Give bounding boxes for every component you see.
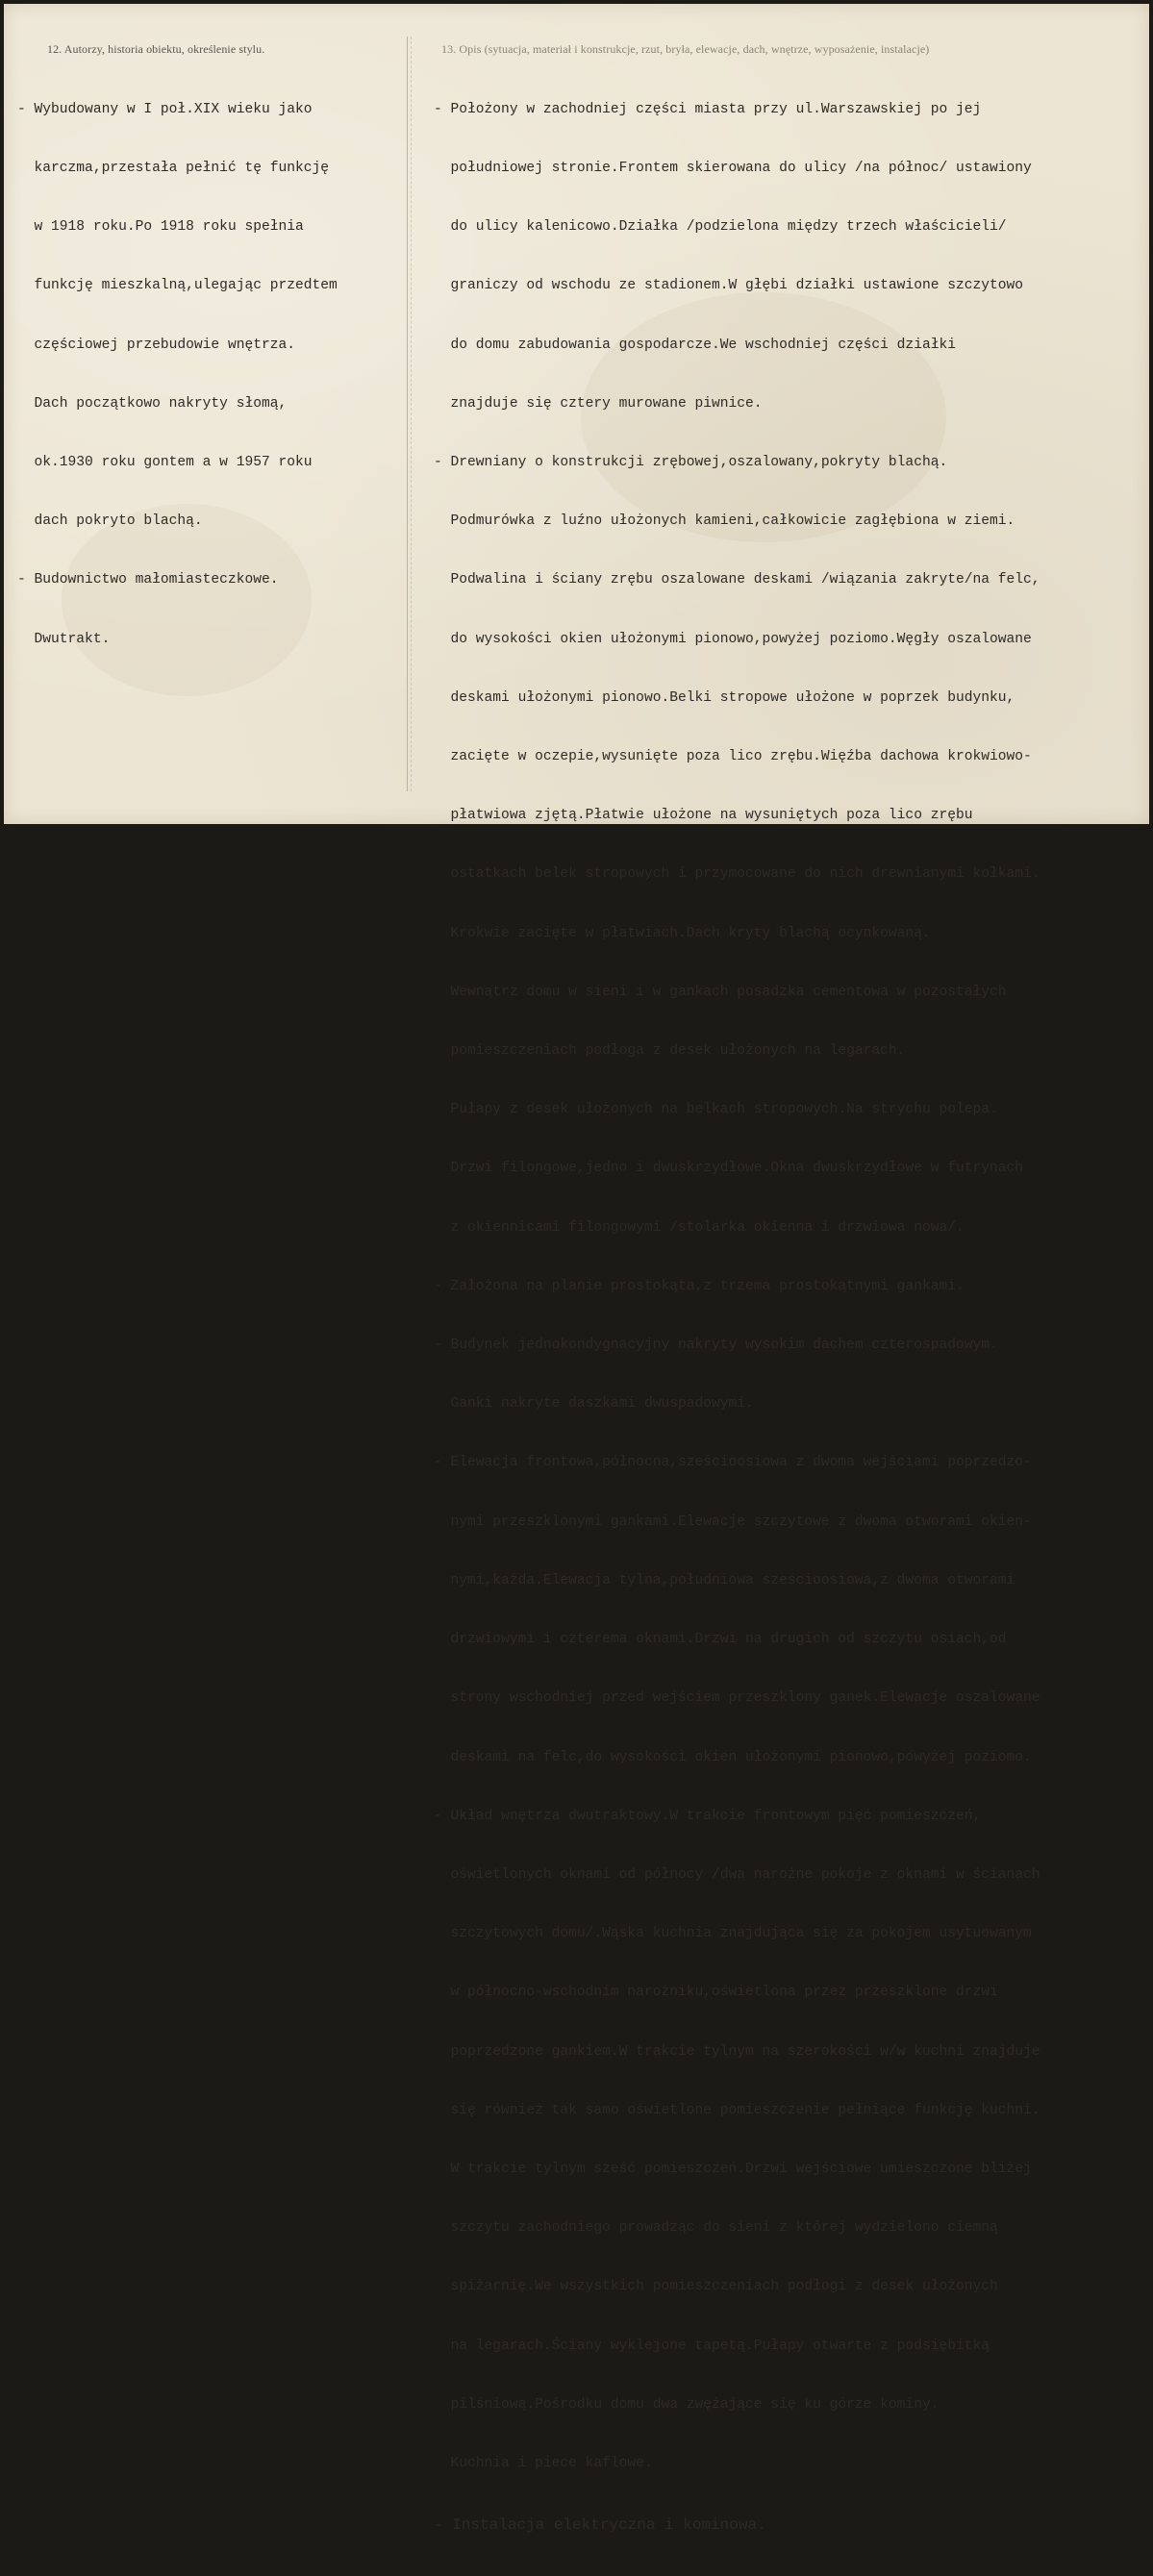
- text-line: dach pokryto blachą.: [17, 513, 203, 530]
- text-line: deskami na felc,do wysokości okien ułożonymi pionowo,powyżej poziomo.: [434, 1749, 1032, 1765]
- text-line: Dach początkowo nakryty słomą,: [17, 395, 288, 412]
- left-column-heading: 12. Autorzy, historia obiektu, określenie stylu.: [47, 42, 265, 56]
- text-line: szczytowych domu/.Wąska kuchnia znajdująca się za pokojem usytuowanym: [434, 1926, 1032, 1942]
- text-line: nymi,każda.Elewacja tylna,południowa sześcioosiowa,z dwoma otworami: [434, 1572, 1015, 1588]
- right-column-text: [434, 61, 1040, 2576]
- text-line: drzwiowymi i czterema oknami.Drzwi na drugich od szczytu osiach,od: [434, 1632, 1007, 1648]
- left-column-text: [17, 61, 338, 688]
- text-line: Ganki nakryte daszkami dwuspadowymi.: [434, 1396, 754, 1413]
- text-line: - Drewniany o konstrukcji zrębowej,oszalowany,pokryty blachą.: [434, 455, 948, 471]
- column-divider: [407, 37, 408, 791]
- text-line: pomieszczeniach podłoga z desek ułożonych na legarach.: [434, 1043, 906, 1060]
- text-line: nymi przeszklonymi gankami.Elewacje szczytowe z dwoma otworami okien-: [434, 1513, 1032, 1530]
- text-line: - Budownictwo małomiasteczkowe.: [17, 572, 279, 588]
- text-line: ok.1930 roku gontem a w 1957 roku: [17, 455, 313, 471]
- text-line: szczytu zachodniego prowadząc do sieni z której wydzielono ciemną: [434, 2220, 998, 2237]
- text-line: południowej stronie.Frontem skierowana do ulicy /na północ/ ustawiony: [434, 161, 1032, 177]
- text-line: do domu zabudowania gospodarcze.We wschodniej części działki: [434, 337, 956, 353]
- text-line: z okiennicami filongowymi /stolarka okienna i drzwiowa nowa/.: [434, 1219, 965, 1236]
- text-line: - Budynek jednokondygnacyjny nakryty wysokim dachem czterospadowym.: [434, 1338, 998, 1354]
- text-line: Dwutrakt.: [17, 631, 111, 647]
- text-line: Pułapy z desek ułożonych na belkach stropowych.Na strychu polepa.: [434, 1102, 998, 1118]
- text-line: poprzedzone gankiem.W trakcie tylnym na szerokości w/w kuchni znajduje: [434, 2043, 1040, 2060]
- text-line: strony wschodniej przed wejściem przeszklony ganek.Elewacje oszalowane: [434, 1690, 1040, 1707]
- text-line: pilśniową.Pośrodku domu dwa zwężające się ku górze kominy.: [434, 2396, 940, 2413]
- text-line: zacięte w oczepie,wysunięte poza lico zrębu.Więźba dachowa krokwiowo-: [434, 749, 1032, 765]
- text-line: - Wybudowany w I poł.XIX wieku jako: [17, 101, 313, 117]
- text-line: Wewnątrz domu w sieni i w gankach posadzka cementowa w pozostałych: [434, 984, 1007, 1000]
- text-line: spiżarnię.We wszystkich pomieszczeniach podłogi z desek ułożonych: [434, 2279, 998, 2295]
- text-line: ostatkach belek stropowych i przymocowane do nich drewnianymi kołkami.: [434, 866, 1040, 883]
- text-line: Drzwi filongowe,jedno i dwuskrzydłowe.Okna dwuskrzydłowe w futrynach: [434, 1161, 1024, 1177]
- final-line: - Instalacja elektryczna i kominowa.: [434, 2516, 766, 2535]
- text-line: funkcję mieszkalną,ulegając przedtem: [17, 278, 338, 294]
- text-line: do ulicy kalenicowo.Działka /podzielona między trzech właścicieli/: [434, 219, 1007, 236]
- text-line: znajduje się cztery murowane piwnice.: [434, 395, 763, 412]
- text-line: częściowej przebudowie wnętrza.: [17, 337, 296, 353]
- right-column-heading: 13. Opis (sytuacja, materiał i konstrukcje, rzut, bryła, elewacje, dach, wnętrze, wyposażenie, instalacje): [441, 42, 930, 56]
- text-line: W trakcie tylnym sześć pomieszczeń.Drzwi wejściowe umieszczone bliżej: [434, 2161, 1032, 2177]
- text-line: na legarach.Ściany wyklejone tapetą.Pułapy otwarte z podsiębitką: [434, 2338, 990, 2354]
- text-line: Krokwie zacięte w płatwiach.Dach kryty blachą ocynkowaną.: [434, 925, 931, 941]
- text-line: - Położony w zachodniej części miasta przy ul.Warszawskiej po jej: [434, 101, 982, 117]
- text-line: - Założona na planie prostokąta,z trzema prostokątnymi gankami.: [434, 1278, 965, 1294]
- text-line: w północno-wschodnim narożniku,oświetlona przez przeszklone drzwi: [434, 1985, 998, 2001]
- text-line: się również tak samo oświetlone pomieszczenie pełniące funkcję kuchni.: [434, 2102, 1040, 2118]
- text-line: do wysokości okien ułożonymi pionowo,powyżej poziomo.Węgły oszalowane: [434, 631, 1032, 647]
- text-line: karczma,przestała pełnić tę funkcję: [17, 161, 330, 177]
- text-line: Kuchnia i piece kaflowe.: [434, 2455, 653, 2471]
- column-divider-shadow: [411, 37, 412, 791]
- text-line: oświetlonych oknami od północy /dwa narożne pokoje z oknami w ścianach: [434, 1866, 1040, 1883]
- text-line: - Elewacja frontowa,północna,sześcioosiowa z dwoma wejściami poprzedzo-: [434, 1455, 1032, 1471]
- text-line: Podmurówka z luźno ułożonych kamieni,całkowicie zagłębiona w ziemi.: [434, 513, 1015, 530]
- text-line: graniczy od wschodu ze stadionem.W głębi działki ustawione szczytowo: [434, 278, 1024, 294]
- text-line: płatwiowa zjętą.Płatwie ułożone na wysuniętych poza lico zrębu: [434, 808, 973, 824]
- text-line: - Układ wnętrza dwutraktowy.W trakcie frontowym pięć pomieszczeń,: [434, 1808, 982, 1824]
- text-line: w 1918 roku.Po 1918 roku spełnia: [17, 219, 304, 236]
- text-line: deskami ułożonymi pionowo.Belki stropowe ułożone w poprzek budynku,: [434, 689, 1015, 706]
- document-page: [4, 4, 1149, 2535]
- text-line: Podwalina i ściany zrębu oszalowane deskami /wiązania zakryte/na felc,: [434, 572, 1040, 588]
